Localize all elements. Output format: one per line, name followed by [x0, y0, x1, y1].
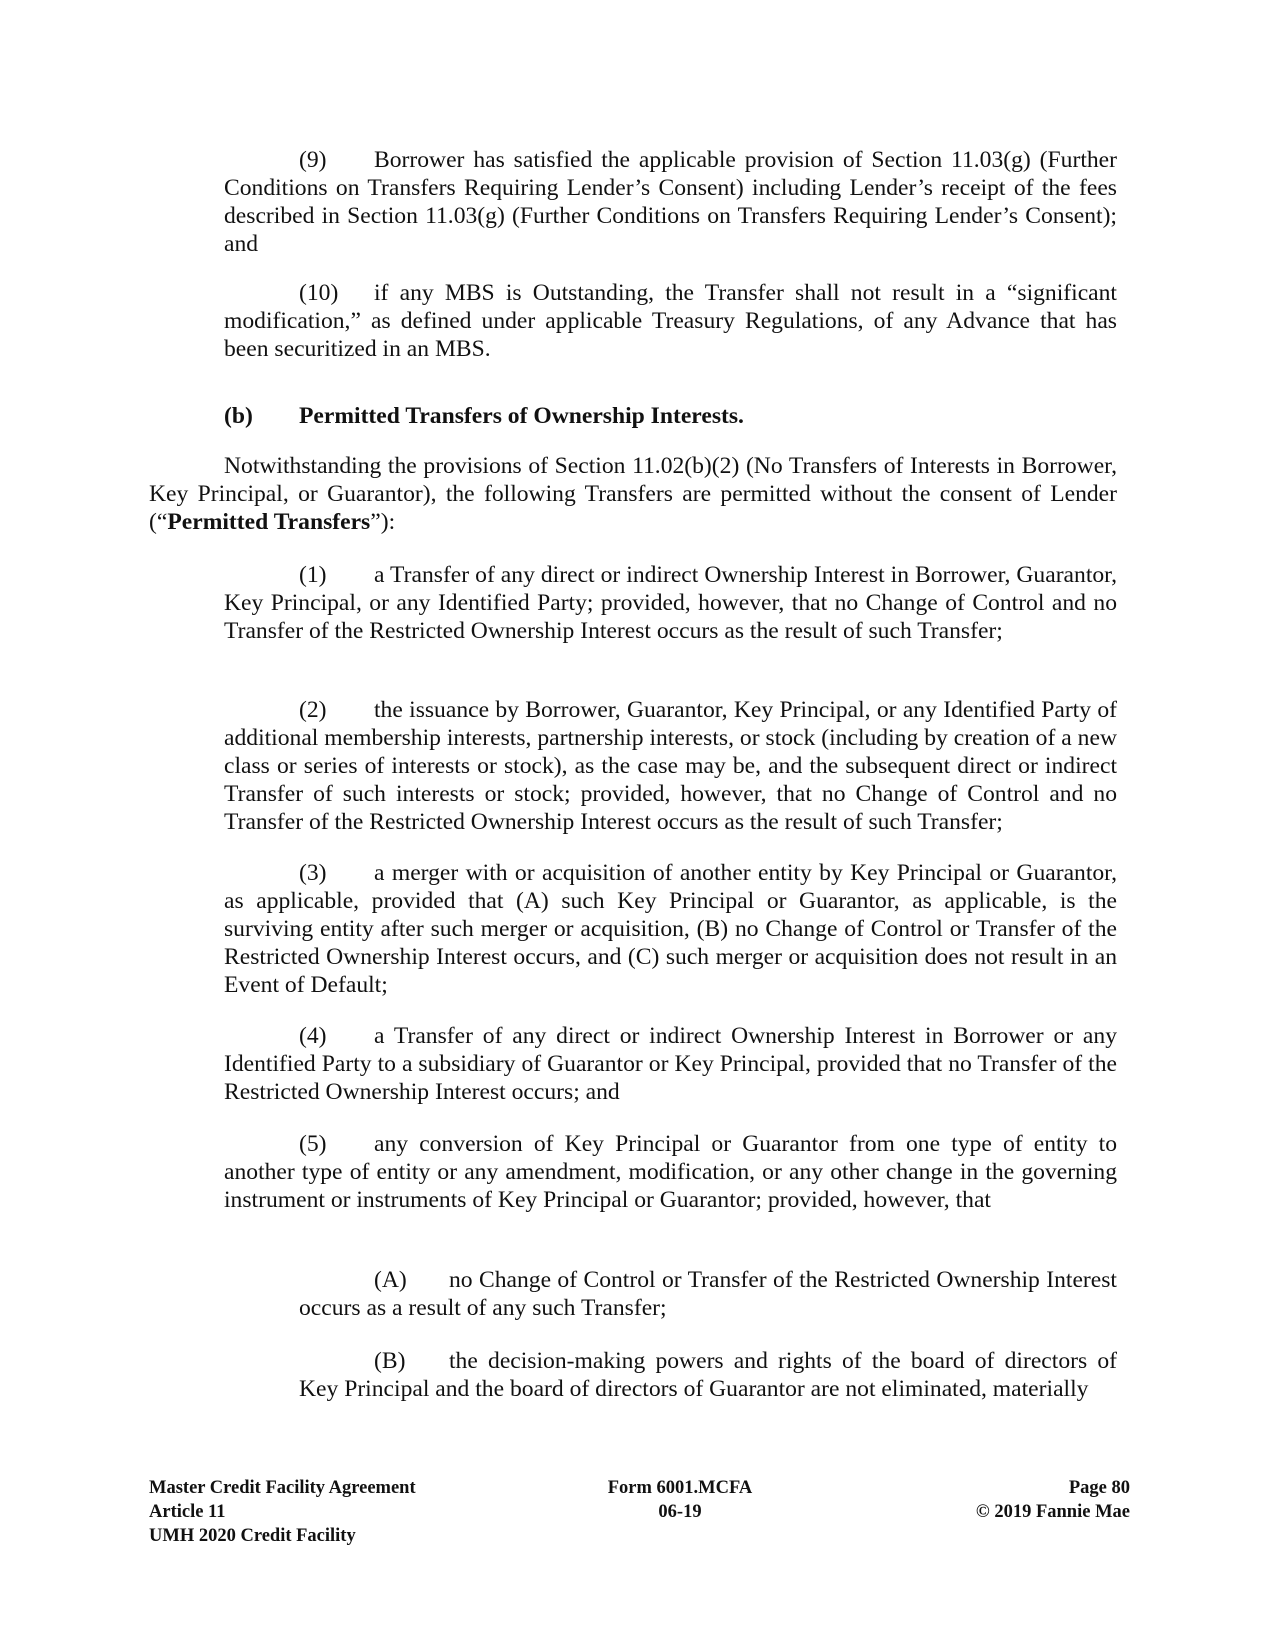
- paragraph-number: (4): [299, 1023, 327, 1049]
- intro-text-after: ”):: [370, 509, 396, 535]
- footer-center: [560, 1476, 800, 1524]
- paragraph-10: [224, 279, 1117, 363]
- paragraph-number: (9): [299, 147, 327, 173]
- paragraph-text: no Change of Control or Transfer of the Restricted Ownership Interest occurs as a result of any such Transfer;: [299, 1267, 1117, 1321]
- paragraph-3: [224, 859, 1117, 999]
- paragraph-text: if any MBS is Outstanding, the Transfer shall not result in a “significant modification,” as defined under applicable Treasury Regulations, of any Advance that has been securitized in an MBS.: [224, 280, 1117, 362]
- footer-left: [149, 1476, 416, 1548]
- paragraph-text: a Transfer of any direct or indirect Ownership Interest in Borrower, Guarantor, Key Principal, or any Identified Party; provided, however, that no Change of Control and no Transfer of the Restricted Ownership Interest occurs as the result of such Transfer;: [224, 562, 1117, 644]
- footer-agreement-title: Master Credit Facility Agreement: [149, 1478, 416, 1498]
- footer-copyright: © 2019 Fannie Mae: [975, 1502, 1130, 1522]
- footer-right: [976, 1476, 1130, 1524]
- footer-facility-name: UMH 2020 Credit Facility: [149, 1526, 356, 1546]
- footer-form-number: Form 6001.MCFA: [607, 1478, 753, 1498]
- paragraph-text: Borrower has satisfied the applicable provision of Section 11.03(g) (Further Conditions on Transfers Requiring Lender’s Consent) including Lender’s receipt of the fees described in Section 11.03(g) (Further Conditions on Transfers Requiring Lender’s Consent); and: [224, 147, 1117, 257]
- heading-text: Permitted Transfers of Ownership Interests.: [299, 403, 744, 429]
- paragraph-1: [224, 561, 1117, 645]
- paragraph-text: the issuance by Borrower, Guarantor, Key Principal, or any Identified Party of additional membership interests, partnership interests, or stock (including by creation of a new class or series of interests or stock), as the case may be, and the subsequent direct or indirect Transfer of such interests or stock; provided, however, that no Change of Control and no Transfer of the Restricted Ownership Interest occurs as the result of such Transfer;: [224, 697, 1117, 835]
- paragraph-number: (B): [374, 1348, 406, 1374]
- paragraph-text: a merger with or acquisition of another entity by Key Principal or Guarantor, as applicable, provided that (A) such Key Principal or Guarantor, as applicable, is the surviving entity after such merger or acquisition, (B) no Change of Control or Transfer of the Restricted Ownership Interest occurs, and (C) such merger or acquisition does not result in an Event of Default;: [224, 860, 1117, 998]
- defined-term: Permitted Transfers: [167, 509, 371, 535]
- paragraph-2: [224, 696, 1117, 836]
- footer-article: Article 11: [149, 1502, 226, 1522]
- paragraph-number: (3): [299, 860, 327, 886]
- paragraph-4: [224, 1022, 1117, 1106]
- paragraph-9: [224, 146, 1117, 258]
- paragraph-number: (10): [299, 280, 339, 306]
- subparagraph-a: [299, 1266, 1117, 1322]
- paragraph-text: any conversion of Key Principal or Guarantor from one type of entity to another type of entity or any amendment, modification, or any other change in the governing instrument or instruments of Key Principal or Guarantor; provided, however, that: [224, 1131, 1117, 1213]
- paragraph-number: (5): [299, 1131, 327, 1157]
- intro-paragraph: [149, 452, 1117, 536]
- footer-form-date: 06-19: [658, 1502, 702, 1522]
- footer-page-number: Page 80: [1068, 1478, 1130, 1498]
- paragraph-text: the decision-making powers and rights of the board of directors of Key Principal and the board of directors of Guarantor are not eliminated, materially: [299, 1348, 1117, 1402]
- paragraph-number: (A): [374, 1267, 407, 1293]
- paragraph-number: (2): [299, 697, 327, 723]
- section-heading-b: [224, 402, 744, 430]
- paragraph-number: (1): [299, 562, 327, 588]
- subparagraph-b: [299, 1347, 1117, 1403]
- paragraph-text: a Transfer of any direct or indirect Ownership Interest in Borrower or any Identified Party to a subsidiary of Guarantor or Key Principal, provided that no Transfer of the Restricted Ownership Interest occurs; and: [224, 1023, 1117, 1105]
- paragraph-5: [224, 1130, 1117, 1214]
- heading-number: (b): [224, 403, 253, 429]
- intro-text-before: Notwithstanding the provisions of Section 11.02(b)(2) (No Transfers of Interests in Borrower, Key Principal, or Guarantor), the following Transfers are permitted without the consent of Lender (“: [149, 453, 1117, 535]
